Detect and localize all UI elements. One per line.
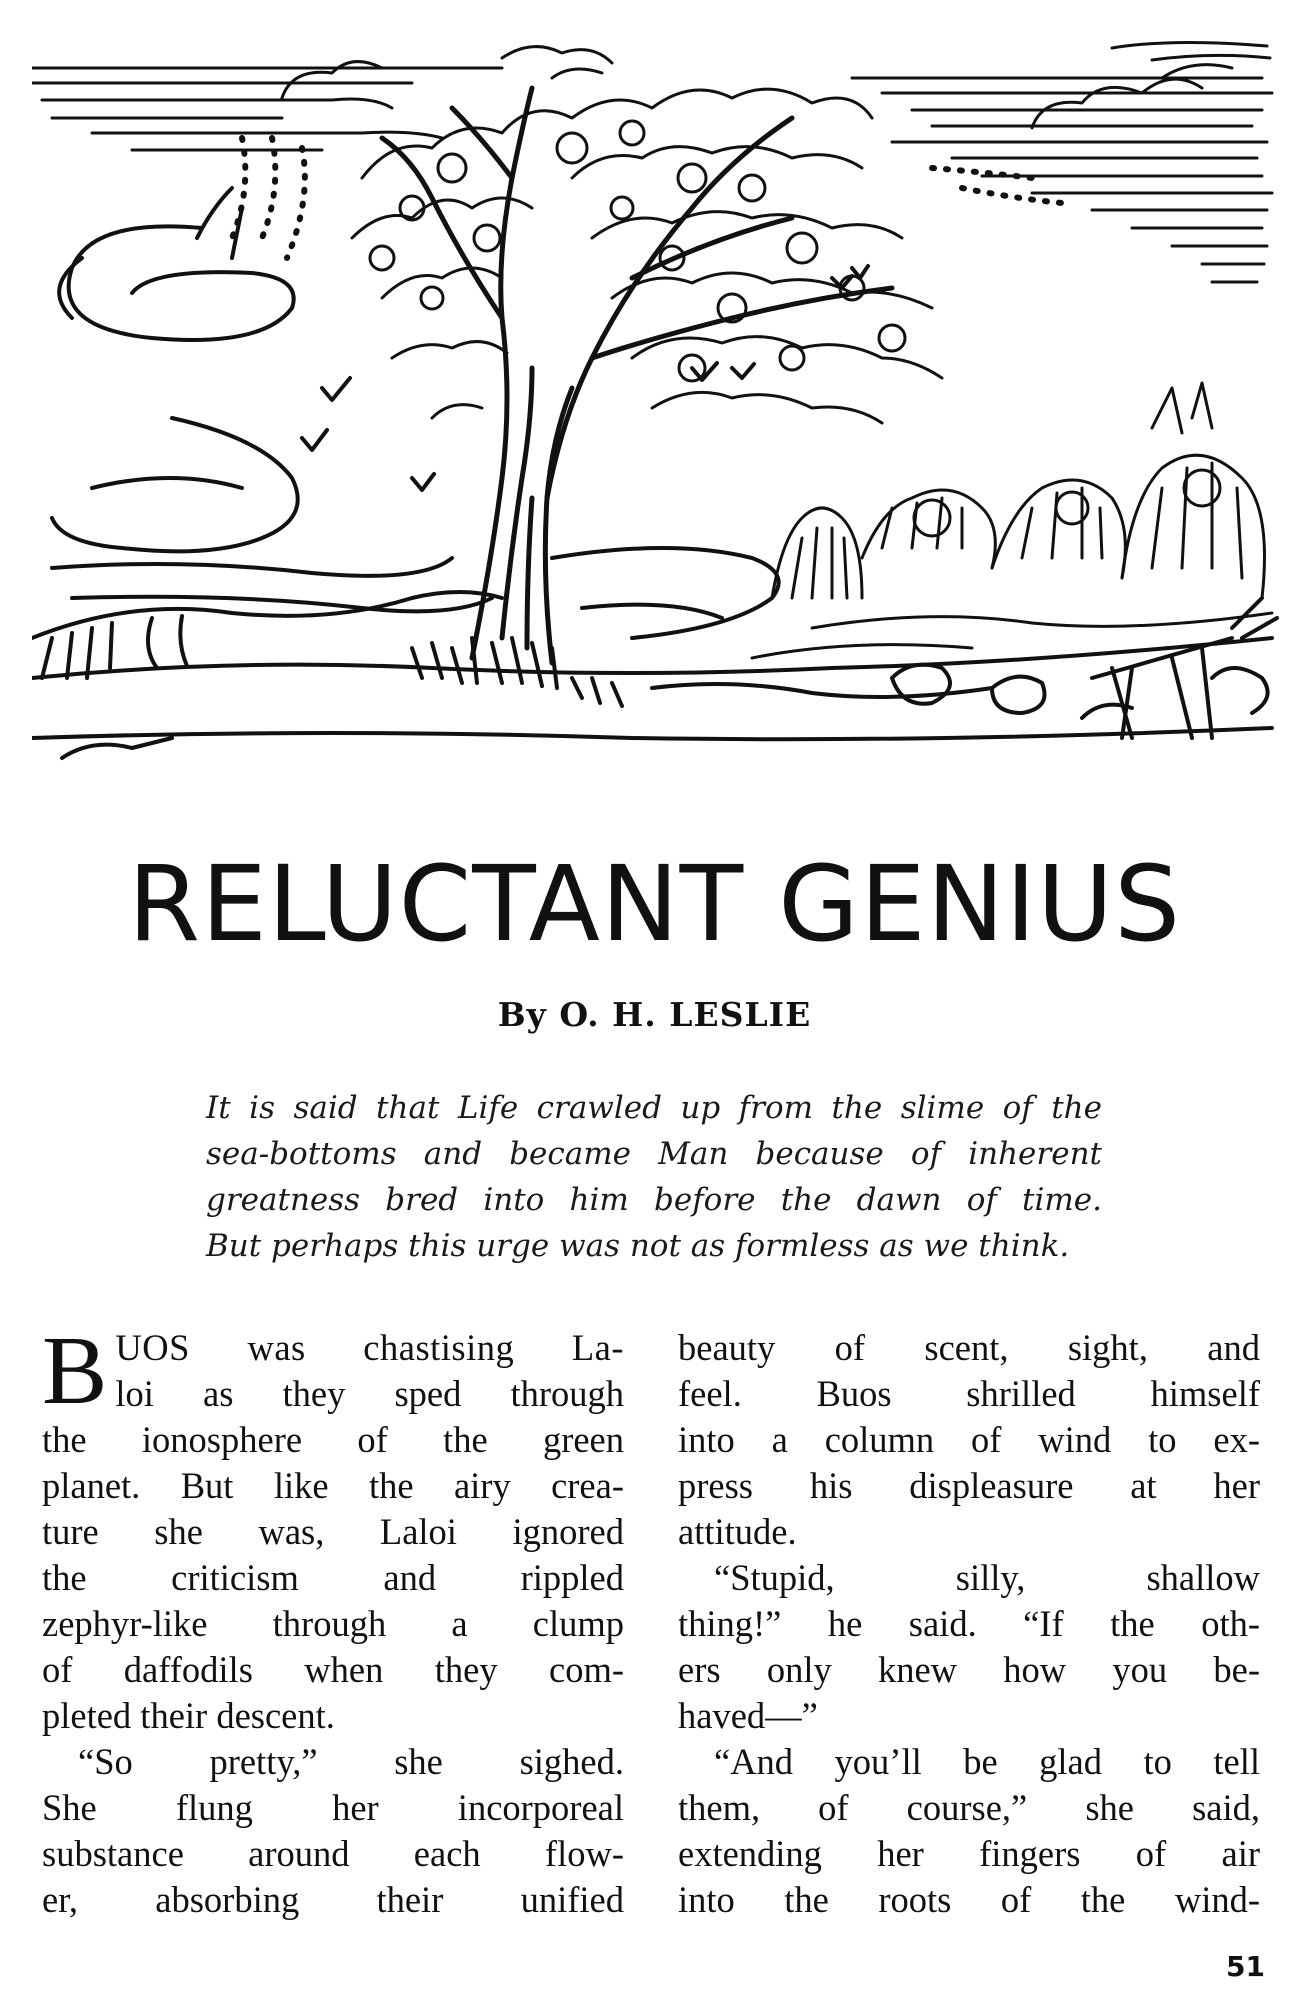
text-line: them, of course,” she said,: [678, 1787, 1260, 1828]
text-line: She flung her incorporeal: [42, 1787, 624, 1828]
author-name: O. H. LESLIE: [559, 995, 812, 1034]
text-line: planet. But like the airy crea-: [42, 1465, 624, 1506]
text-line: ture she was, Laloi ignored: [42, 1511, 624, 1552]
text-line: pleted their descent.: [42, 1695, 335, 1736]
paragraph: [42, 1317, 624, 1739]
text-line: “Stupid, silly, shallow: [714, 1557, 1260, 1598]
ground: [32, 592, 1272, 758]
text-line: thing!” he said. “If the oth-: [678, 1603, 1260, 1644]
body-column-right: [678, 1325, 1260, 1923]
text-line: of daffodils when they com-: [42, 1649, 624, 1690]
tree-foliage: [352, 47, 942, 423]
tree-trunk: [382, 88, 892, 663]
wind-swirls: [52, 188, 779, 638]
text-line: the criticism and rippled: [42, 1557, 624, 1598]
text-line: “So pretty,” she sighed.: [78, 1741, 624, 1782]
text-line: into a column of wind to ex-: [678, 1419, 1260, 1460]
blurb-line: It is said that Life crawled up from the slime of the: [206, 1090, 1102, 1126]
text-line: loi as they sped through: [115, 1373, 624, 1414]
text-line: extending her fingers of air: [678, 1833, 1260, 1874]
paragraph: [42, 1739, 624, 1923]
blurb-line: sea-bottoms and became Man because of inherent: [206, 1136, 1102, 1172]
text-line: er, absorbing their unified: [42, 1879, 624, 1920]
text-line: substance around each flow-: [42, 1833, 624, 1874]
background-bushes: [752, 383, 1272, 658]
byline-prefix: By: [497, 995, 547, 1034]
text-line: feel. Buos shrilled himself: [678, 1373, 1260, 1414]
text-line: “And you’ll be glad to tell: [714, 1741, 1260, 1782]
text-line: attitude.: [678, 1511, 797, 1552]
body-column-left: [42, 1317, 624, 1923]
sky-hatching: [32, 42, 1272, 282]
paragraph: [678, 1555, 1260, 1739]
blurb-line: greatness bred into him before the dawn of time.: [206, 1182, 1102, 1218]
intro-blurb: [206, 1085, 1102, 1269]
paragraph: [678, 1325, 1260, 1555]
text-line: zephyr-like through a clump: [42, 1603, 624, 1644]
story-title: RELUCTANT GENIUS: [127, 843, 1182, 965]
header-illustration: [32, 38, 1280, 838]
text-line: press his displeasure at her: [678, 1465, 1260, 1506]
text-line: UOS was chastising La-: [115, 1327, 624, 1368]
paragraph: [678, 1739, 1260, 1923]
page-number: 51: [1226, 1950, 1265, 1983]
cloud-outlines: [282, 62, 1232, 128]
text-line: haved—”: [678, 1695, 818, 1736]
text-line: ers only knew how you be-: [678, 1649, 1260, 1690]
text-line: beauty of scent, sight, and: [678, 1327, 1260, 1368]
byline: [0, 995, 1309, 1034]
text-line: into the roots of the wind-: [678, 1879, 1260, 1920]
blurb-line: But perhaps this urge was not as formless as we think.: [206, 1228, 1070, 1264]
drop-cap: B: [42, 1317, 108, 1425]
text-line: the ionosphere of the green: [42, 1419, 624, 1460]
